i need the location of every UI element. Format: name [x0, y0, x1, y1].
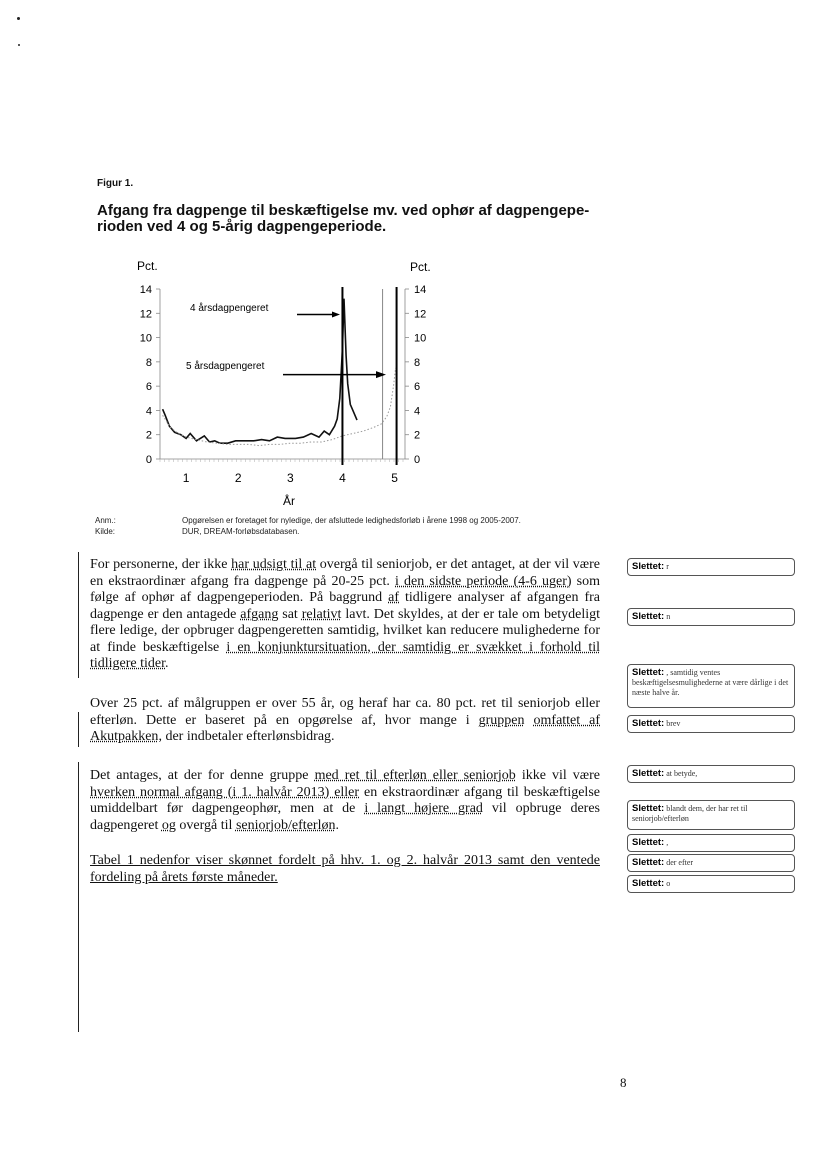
comment-balloon[interactable] — [627, 800, 795, 830]
text-run: overgå til — [175, 817, 236, 833]
figure-label: Figur 1. — [97, 178, 134, 189]
paragraph-1 — [90, 557, 600, 673]
x-tick-label: 5 — [391, 471, 398, 485]
arrowhead-5yr — [376, 371, 386, 378]
comment-text: brev — [664, 719, 681, 728]
figure-title: Afgang fra dagpenge til beskæftigelse mv. ved ophør af dagpengepe-rioden ved 4 og 5-årig dagpengeperiode. — [97, 202, 590, 235]
x-tick-label: 2 — [234, 471, 242, 485]
marked-text: har udsigt til at — [231, 557, 317, 572]
page-number: 8 — [620, 1075, 627, 1090]
change-bar — [78, 552, 79, 678]
text-run: ikke vil være — [515, 768, 600, 783]
text-run: vil opbruge deres dagpengeret — [90, 801, 600, 833]
text-run: overgå til seniorjob, er det antaget, at der vil være en ekstraordinær afgang fra dagpenge på 20-25 pct. — [90, 557, 601, 589]
comment-balloon[interactable] — [627, 765, 795, 783]
comment-balloon[interactable] — [627, 664, 795, 708]
paragraph-2 — [90, 696, 600, 746]
text-run: Over 25 pct. af målgruppen er over 55 år, og heraf har ca. 80 pct. ret til seniorjob eller efterløn. Dette er baseret på en opgørelse af, hvor mange i — [90, 696, 600, 728]
y-tick-label-left: 14 — [139, 284, 152, 296]
comment-text: o — [664, 879, 671, 888]
y-tick-label-left: 2 — [145, 429, 152, 442]
y-tick-label-left: 4 — [145, 405, 152, 418]
marked-text: relativt — [301, 606, 342, 622]
comment-label: Slettet: — [632, 667, 665, 678]
y-tick-label-left: 6 — [145, 381, 152, 394]
marked-text: i langt højere grad — [364, 801, 483, 816]
marked-text: afgang — [240, 606, 279, 622]
comment-text: blandt dem, der har ret til seniorjob/efterløn — [632, 804, 748, 823]
text-run: . — [335, 817, 339, 833]
marked-text: i den sidste periode (4-6 uger) — [395, 573, 572, 589]
marked-text: omfattet af Akutpakken — [90, 712, 601, 744]
comment-label: Slettet: — [632, 611, 665, 622]
comment-label: Slettet: — [632, 561, 665, 572]
comment-label: Slettet: — [632, 768, 665, 779]
y-axis-label-right: Pct. — [410, 260, 431, 274]
line-chart — [0, 0, 826, 520]
text-run: tidligere analyser af afgangen fra dagpenge er den antagede — [90, 590, 600, 622]
comment-balloon[interactable] — [627, 834, 795, 852]
y-tick-label-left: 8 — [145, 356, 152, 369]
comment-balloon[interactable] — [627, 854, 795, 872]
comment-text: n — [664, 612, 671, 621]
annotation-4yr: 4 årsdagpengeret — [190, 303, 269, 314]
y-tick-label-right: 6 — [414, 381, 421, 394]
text-run: For personerne, der ikke — [90, 557, 232, 572]
comment-label: Slettet: — [632, 803, 665, 814]
marked-text: af — [388, 590, 400, 605]
y-tick-label-right: 14 — [414, 284, 427, 296]
comment-balloon[interactable] — [627, 558, 795, 576]
y-tick-label-right: 0 — [414, 454, 421, 466]
text-run: , der indbetaler efterlønsbidrag. — [158, 729, 335, 744]
x-tick-label: 3 — [286, 471, 294, 485]
paragraph-3 — [90, 768, 600, 834]
marked-text: seniorjob/efterløn — [235, 817, 336, 833]
text-run: lavt. Det skyldes, at der er tale om betydeligt flere ledige, der opbruger dagpengeretten samtidig, hvilket kan reducere mulighederne for at finde beskæftigelse — [90, 606, 600, 655]
text-run: Det antages, at der for denne gruppe — [90, 768, 315, 783]
y-tick-label-left: 12 — [139, 308, 152, 321]
change-bar — [78, 762, 79, 1032]
source-text: DUR, DREAM-forløbsdatabasen. — [182, 527, 300, 536]
marked-text: med ret til efterløn eller seniorjob — [314, 768, 516, 783]
text-run: . — [165, 656, 169, 671]
comment-text: der efter — [664, 858, 694, 867]
source-label: Kilde: — [95, 527, 116, 536]
paragraph-4 — [90, 853, 600, 886]
x-tick-label: 4 — [339, 471, 346, 485]
series-line-2 — [163, 368, 396, 446]
x-tick-label: 1 — [182, 471, 190, 485]
text-run: som følge af ophør af dagpengeperioden. På baggrund — [90, 573, 600, 605]
comment-label: Slettet: — [632, 718, 665, 729]
comment-label: Slettet: — [632, 878, 665, 889]
comment-text: r — [664, 562, 669, 571]
comment-text: , samtidig ventes beskæftigelsesmulighederne at være dårlige i det næste halve år. — [632, 668, 789, 697]
arrowhead-4yr — [332, 312, 340, 318]
note-label: Anm.: — [95, 516, 116, 525]
marked-text: gruppen — [478, 712, 525, 728]
x-axis-label: År — [283, 494, 295, 508]
y-tick-label-right: 4 — [414, 405, 421, 418]
y-tick-label-right: 2 — [414, 429, 421, 442]
comment-balloon[interactable] — [627, 875, 795, 893]
comment-text: at betyde, — [664, 769, 698, 778]
marked-text: og — [161, 817, 176, 833]
text-run: sat — [278, 606, 302, 622]
comment-label: Slettet: — [632, 837, 665, 848]
marked-text: i en konjunktursituation, der samtidig er svækket i forhold til tidligere tider — [90, 639, 601, 671]
change-bar — [78, 712, 79, 747]
y-tick-label-right: 10 — [414, 332, 427, 345]
inserted-text: Tabel 1 nedenfor viser skønnet fordelt på hhv. 1. og 2. halvår 2013 samt den ventede fordeling på årets første måneder. — [90, 853, 600, 885]
y-tick-label-right: 8 — [414, 356, 421, 369]
note-text: Opgørelsen er foretaget for nyledige, der afsluttede ledighedsforløb i årene 1998 og 2005-2007. — [182, 516, 521, 525]
comment-text: , — [664, 838, 669, 847]
y-tick-label-right: 12 — [414, 308, 427, 321]
annotation-5yr: 5 årsdagpengeret — [186, 361, 265, 372]
comment-balloon[interactable] — [627, 608, 795, 626]
text-run — [525, 713, 534, 728]
y-tick-label-left: 0 — [145, 454, 152, 466]
comment-balloon[interactable] — [627, 715, 795, 733]
marked-text: hverken normal afgang (i 1. halvår 2013) eller — [90, 784, 360, 800]
y-axis-label-left: Pct. — [137, 259, 158, 273]
y-tick-label-left: 10 — [139, 332, 152, 345]
text-run: en ekstraordinær afgang til beskæftigelse umiddelbart før dagpengeophør, men at de — [90, 784, 600, 816]
comment-label: Slettet: — [632, 857, 665, 868]
